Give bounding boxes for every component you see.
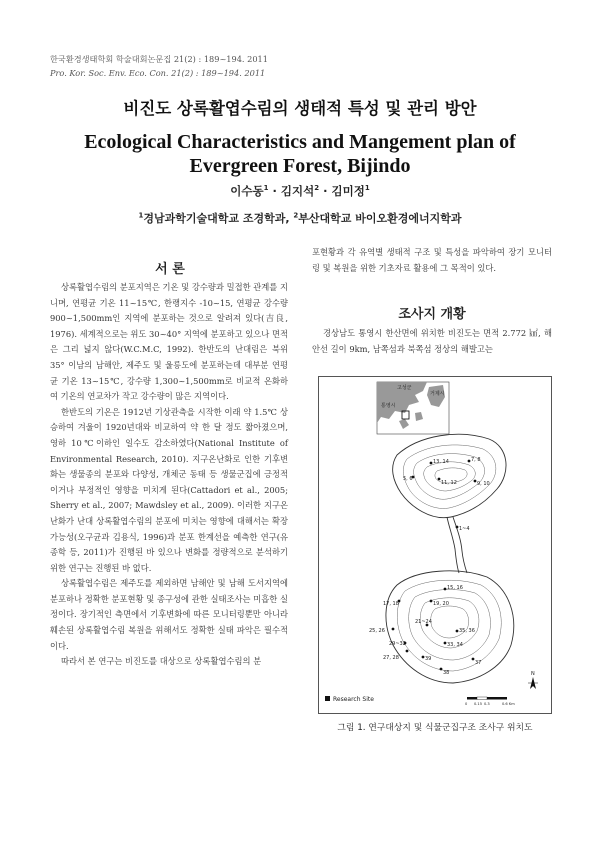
author-affil-mark: 1 (263, 184, 269, 193)
plot-marker (456, 630, 459, 633)
study-site-map (319, 377, 551, 713)
plot-marker (444, 642, 447, 645)
author-name: 김미정 (331, 184, 365, 198)
plot-label: 5, 6 (403, 476, 413, 482)
affiliation-mark: 2 (293, 211, 299, 220)
plot-marker (438, 478, 441, 481)
title-korean: 비진도 상록활엽수림의 생태적 특성 및 관리 방안 (123, 99, 477, 118)
plot-marker (406, 650, 409, 653)
author-list: 이수동$^1$ · 김지석$^2$ · 김미정$^1$ (230, 184, 370, 198)
plot-label: 38 (443, 670, 450, 676)
affiliation-list (0, 210, 600, 226)
left-column (50, 280, 288, 670)
author-name: 김지석 (280, 184, 315, 198)
journal-header (50, 52, 268, 80)
figure-caption: 그림 1. 연구대상지 및 식물군집구조 조사구 위치도 (337, 723, 533, 733)
inset-label: 고성군 (397, 385, 412, 391)
plot-marker (430, 462, 433, 465)
paragraph: 한반도의 기온은 1912년 기상관측을 시작한 이래 약 1.5℃ 상승하여 겨울이 1920년대와 비교하여 약 한 달 정도 짧아졌으며, 영하 10℃이하인 일수도 감소하였다(National Institute of Environmental Research, 2010). 지구온난화로 인한 기후변화는 생물종의 분포와 다양성, 개체군 동태 등 생물군집에 긍정적이거나 부정적인 영향을 미치게 된다(Cattadori et al., 2005; Sherry et al., 2007; Mawdsley et al., 2009). 이러한 지구온난화가 난대 상록활엽수림의 분포에 미치는 영향에 대해서는 확장 가능성(오구균과 김용식, 1996)과 분포 한계선을 예측한 연구(유종학 등, 2011)가 진행된 바 있으나 변화를 정량적으로 분석하기 위한 연구는 진행된 바 없다. (50, 406, 288, 573)
affiliation-mark: 1 (138, 211, 144, 220)
scale-label: 0.3 (484, 702, 490, 706)
plot-label: 35, 36 (459, 628, 475, 634)
plot-marker (456, 526, 459, 529)
section-title-introduction: 서 론 (155, 262, 185, 277)
plot-label: 33, 34 (447, 642, 463, 648)
section-title-site: 조사지 개황 (398, 307, 466, 322)
north-label: N (531, 671, 535, 677)
plot-marker (422, 656, 425, 659)
legend-marker (325, 696, 330, 701)
journal-header-en: Pro. Kor. Soc. Env. Eco. Con. 21(2) : 189~194. 2011 (50, 68, 266, 78)
author-name: 이수동 (230, 184, 264, 198)
plot-label: 11, 12 (441, 480, 457, 486)
paragraph: 상록활엽수림의 분포지역은 기온 및 강수량과 밀접한 관계를 지니며, 연평균 기온 11~15℃, 한랭지수 -10~15, 연평균 강수량 900~1,500mm인 지역에 분포하는 것으로 알려져 있다(吉良, 1976). 세계적으로는 위도 30~40° 지역에 분포하고 있으나 면적은 그리 넓지 않다(W.C.M.C, 1992). 한반도의 난대림은 북위 35° 이남의 남해안, 제주도 및 울릉도에 분포하는데 대부분 연평균 기온 13~15℃, 강수량 1,300~1,500mm로 비교적 온화하여 기온의 연교차가 작고 강수량이 많은 지역이다. (50, 282, 288, 402)
plot-label: 9, 10 (477, 481, 490, 487)
plot-label: 37 (475, 660, 482, 666)
plot-markers (392, 460, 477, 671)
scale-label: 0.15 (474, 702, 483, 706)
affiliation: 부산대학교 바이오환경에너지학과 (298, 212, 462, 225)
legend-label: Research Site (333, 696, 374, 703)
plot-marker (392, 628, 395, 631)
scale-label: 0.6 Km (502, 702, 515, 706)
title-english: Ecological Characteristics and Mangement plan of Evergreen Forest, Bijindo (84, 131, 516, 177)
journal-header-ko: 한국환경생태학회 학술대회논문집 21(2) : 189~194. 2011 (50, 54, 268, 64)
paragraph: 따라서 본 연구는 비진도를 대상으로 상록활엽수림의 분 (61, 656, 262, 667)
plot-label: 25, 26 (369, 628, 385, 634)
inset-label: 거제시 (430, 391, 445, 397)
plot-label: 39 (425, 656, 432, 662)
paragraph: 포현황과 각 유역별 생태적 구조 및 특성을 파악하여 장기 모니터링 및 복원을 위한 기초자료 활용에 그 목적이 있다. (312, 247, 552, 273)
plot-label: 1~4 (459, 526, 470, 532)
plot-label: 7, 8 (471, 457, 481, 463)
right-column-site (312, 326, 552, 357)
plot-label: 29~32 (389, 641, 406, 647)
north-arrow-icon (528, 671, 538, 689)
isthmus-shoreline (447, 517, 459, 573)
plot-label: 27, 28 (383, 655, 399, 661)
right-column-intro (312, 245, 552, 276)
plot-marker (472, 658, 475, 661)
plot-label: 21~24 (415, 619, 432, 625)
plot-label: 19, 20 (433, 601, 449, 607)
scale-label: 0 (465, 702, 468, 706)
study-site-map-figure (318, 376, 552, 714)
paragraph: 경상남도 통영시 한산면에 위치한 비진도는 면적 2.772 ㎢, 해안선 길이 9km, 남쪽섬과 북쪽섬 정상의 해발고는 (312, 328, 552, 354)
scale-bar (465, 697, 515, 706)
inset-label: 통영시 (381, 403, 396, 409)
affiliation: 경남과학기술대학교 조경학과, (143, 212, 290, 225)
plot-label: 15, 16 (447, 585, 463, 591)
paragraph: 상록활엽수림은 제주도를 제외하면 남해안 및 남해 도서지역에 분포하나 정확한 분포현황 및 종구성에 관한 실태조사는 미흡한 실정이다. 장기적인 측면에서 기후변화에 따른 모니터링뿐만 아니라 훼손된 상록활엽수림 복원을 위해서도 정확한 실태 파악은 필수적이다. (50, 578, 288, 651)
plot-marker (474, 480, 477, 483)
plot-marker (440, 668, 443, 671)
plot-marker (468, 460, 471, 463)
plot-label: 17, 18 (383, 601, 399, 607)
author-affil-mark: 1 (364, 184, 370, 193)
plot-marker (430, 600, 433, 603)
plot-marker (444, 588, 447, 591)
plot-label: 13, 14 (433, 459, 449, 465)
author-affil-mark: 2 (314, 184, 320, 193)
